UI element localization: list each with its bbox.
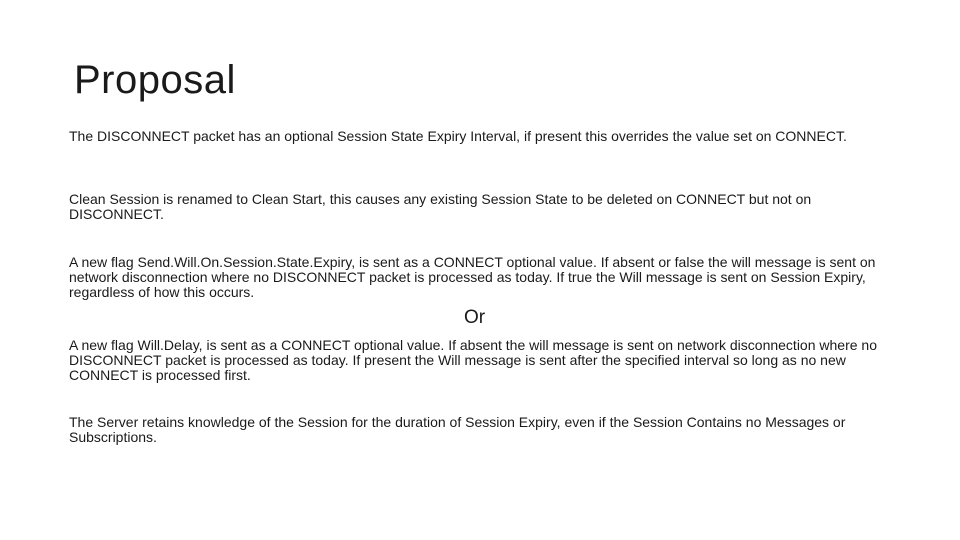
paragraph-send-will-flag: A new flag Send.Will.On.Session.State.Expiry, is sent as a CONNECT optional value. If absent or false the will message is sent on network disconnection where no DISCONNECT packet is processed as today. If true the Will message is sent on Session Expiry, regardless of how this occurs.: [69, 254, 876, 300]
slide-title: Proposal: [74, 58, 236, 102]
paragraph-server-retains-session: The Server retains knowledge of the Session for the duration of Session Expiry, even if the Session Contains no Messages or Subscriptions.: [69, 414, 846, 445]
or-separator: Or: [464, 307, 486, 328]
paragraph-clean-start: Clean Session is renamed to Clean Start, this causes any existing Session State to be deleted on CONNECT but not on DISCONNECT.: [69, 191, 812, 222]
paragraph-disconnect-expiry: The DISCONNECT packet has an optional Session State Expiry Interval, if present this overrides the value set on CONNECT.: [69, 128, 847, 144]
paragraph-will-delay-flag: A new flag Will.Delay, is sent as a CONNECT optional value. If absent the will message is sent on network disconnection where no DISCONNECT packet is processed as today. If present the Will message is sent after the specified interval so long as no new CONNECT is processed first.: [69, 337, 877, 383]
